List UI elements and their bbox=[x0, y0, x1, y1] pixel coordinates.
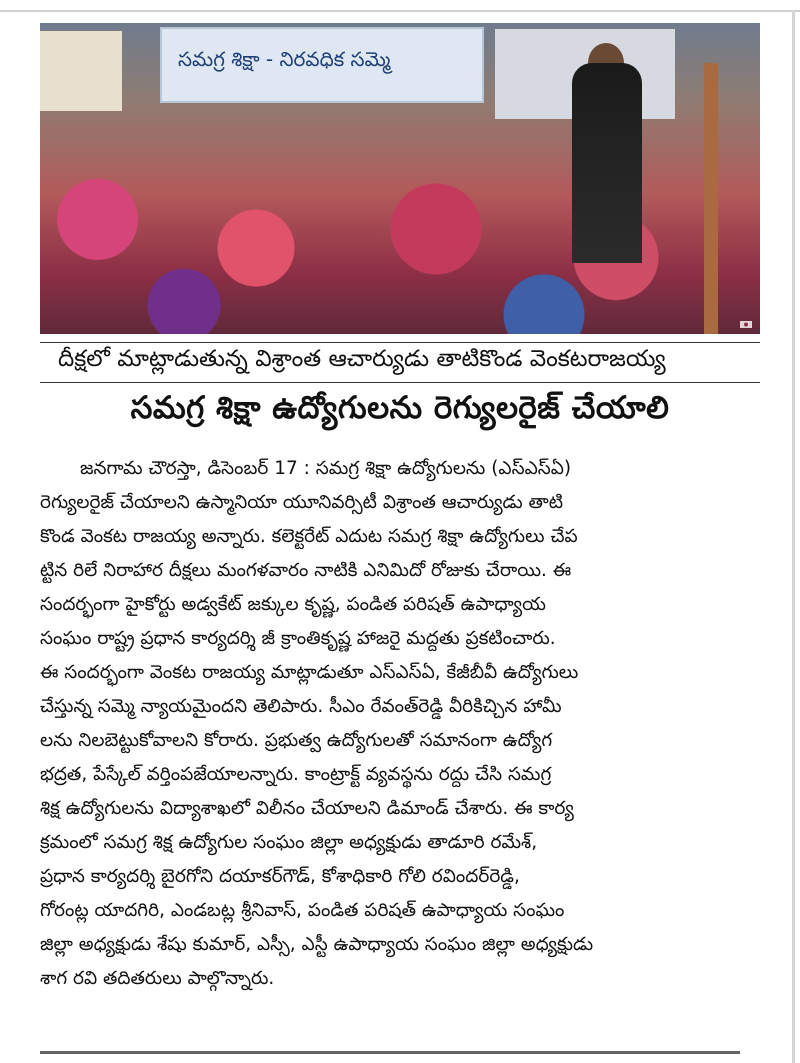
body-line: ట్టిన రిలే నిరాహార దీక్షలు మంగళవారం నాటికి ఎనిమిదో రోజుకు చేరాయి. ఈ bbox=[40, 560, 572, 581]
body-line: శాగ రవి తదితరులు పాల్గొన్నారు. bbox=[40, 968, 275, 989]
body-line: భద్రత, పేస్కేల్ వర్తింపజేయాలన్నారు. కాంట్రాక్ట్ వ్యవస్థను రద్దు చేసి సమగ్ర bbox=[40, 764, 552, 785]
speaker bbox=[572, 63, 642, 263]
caption-rule-bottom bbox=[40, 382, 760, 383]
body-line: సందర్భంగా హైకోర్టు అడ్వకేట్ జక్కుల కృష్ణ, పండిత పరిషత్ ఉపాధ్యాయ bbox=[40, 594, 546, 615]
top-divider bbox=[0, 10, 800, 12]
photo-caption: దీక్షలో మాట్లాడుతున్న విశ్రాంత ఆచార్యుడు తాటికొండ వెంకటరాజయ్య bbox=[58, 346, 666, 372]
body-line: గోరంట్ల యాదగిరి, ఎండబట్ల శ్రీనివాస్, పండిత పరిషత్ ఉపాధ్యాయ సంఘం bbox=[40, 900, 565, 921]
body-line: జిల్లా అధ్యక్షుడు శేషు కుమార్, ఎస్సీ, ఎస్టీ ఉపాధ్యాయ సంఘం జిల్లా అధ్యక్షుడు bbox=[40, 934, 594, 955]
body-line: కొండ వెంకట రాజయ్య అన్నారు. కలెక్టరేట్ ఎదుట సమగ్ర శిక్షా ఉద్యోగులు చేప bbox=[40, 526, 578, 547]
camera-icon bbox=[740, 320, 752, 328]
news-photo bbox=[40, 23, 760, 334]
body-line: ప్రధాన కార్యదర్శి బైరగోని దయాకర్‌గౌడ్, కోశాధికారి గోలి రవిందర్‌రెడ్డి, bbox=[40, 866, 520, 887]
banner-text: సమగ్ర శిక్షా - నిరవధిక సమ్మె bbox=[178, 47, 391, 71]
pole bbox=[704, 63, 718, 334]
column-divider bbox=[792, 10, 795, 1063]
caption-rule-top bbox=[40, 342, 760, 343]
poster-left bbox=[40, 31, 122, 111]
body-line: లను నిలబెట్టుకోవాలని కోరారు. ప్రభుత్వ ఉద్యోగులతో సమానంగా ఉద్యోగ bbox=[40, 730, 553, 751]
body-line: సంఘం రాష్ట్ర ప్రధాన కార్యదర్శి జీ క్రాంతికృష్ణ హాజరై మద్దతు ప్రకటించారు. bbox=[40, 628, 556, 649]
protest-banner bbox=[160, 27, 484, 103]
crowd bbox=[40, 143, 760, 334]
article-headline: సమగ్ర శిక్షా ఉద్యోగులను రెగ్యులరైజ్ చేయాలి bbox=[130, 390, 670, 426]
body-line: శిక్ష ఉద్యోగులను విద్యాశాఖలో విలీనం చేయాలని డిమాండ్ చేశారు. ఈ కార్య bbox=[40, 798, 574, 819]
body-line: చేస్తున్న సమ్మె న్యాయమైందని తెలిపారు. సీఎం రేవంత్‌రెడ్డి వీరికిచ్చిన హామీ bbox=[40, 696, 562, 717]
bottom-divider bbox=[40, 1051, 740, 1054]
body-line: జనగామ చౌరస్తా, డిసెంబర్ 17 : సమగ్ర శిక్షా ఉద్యోగులను (ఎస్ఎస్ఏ) bbox=[80, 458, 572, 479]
body-line: క్రమంలో సమగ్ర శిక్ష ఉద్యోగుల సంఘం జిల్లా అధ్యక్షుడు తాడూరి రమేశ్, bbox=[40, 832, 538, 853]
body-line: రెగ్యులరైజ్ చేయాలని ఉస్మానియా యూనివర్సిటీ విశ్రాంత ఆచార్యుడు తాటి bbox=[40, 492, 564, 513]
article-body bbox=[40, 452, 762, 996]
body-line: ఈ సందర్భంగా వెంకట రాజయ్య మాట్లాడుతూ ఎస్ఎస్ఏ, కేజీబీవీ ఉద్యోగులు bbox=[40, 662, 579, 683]
